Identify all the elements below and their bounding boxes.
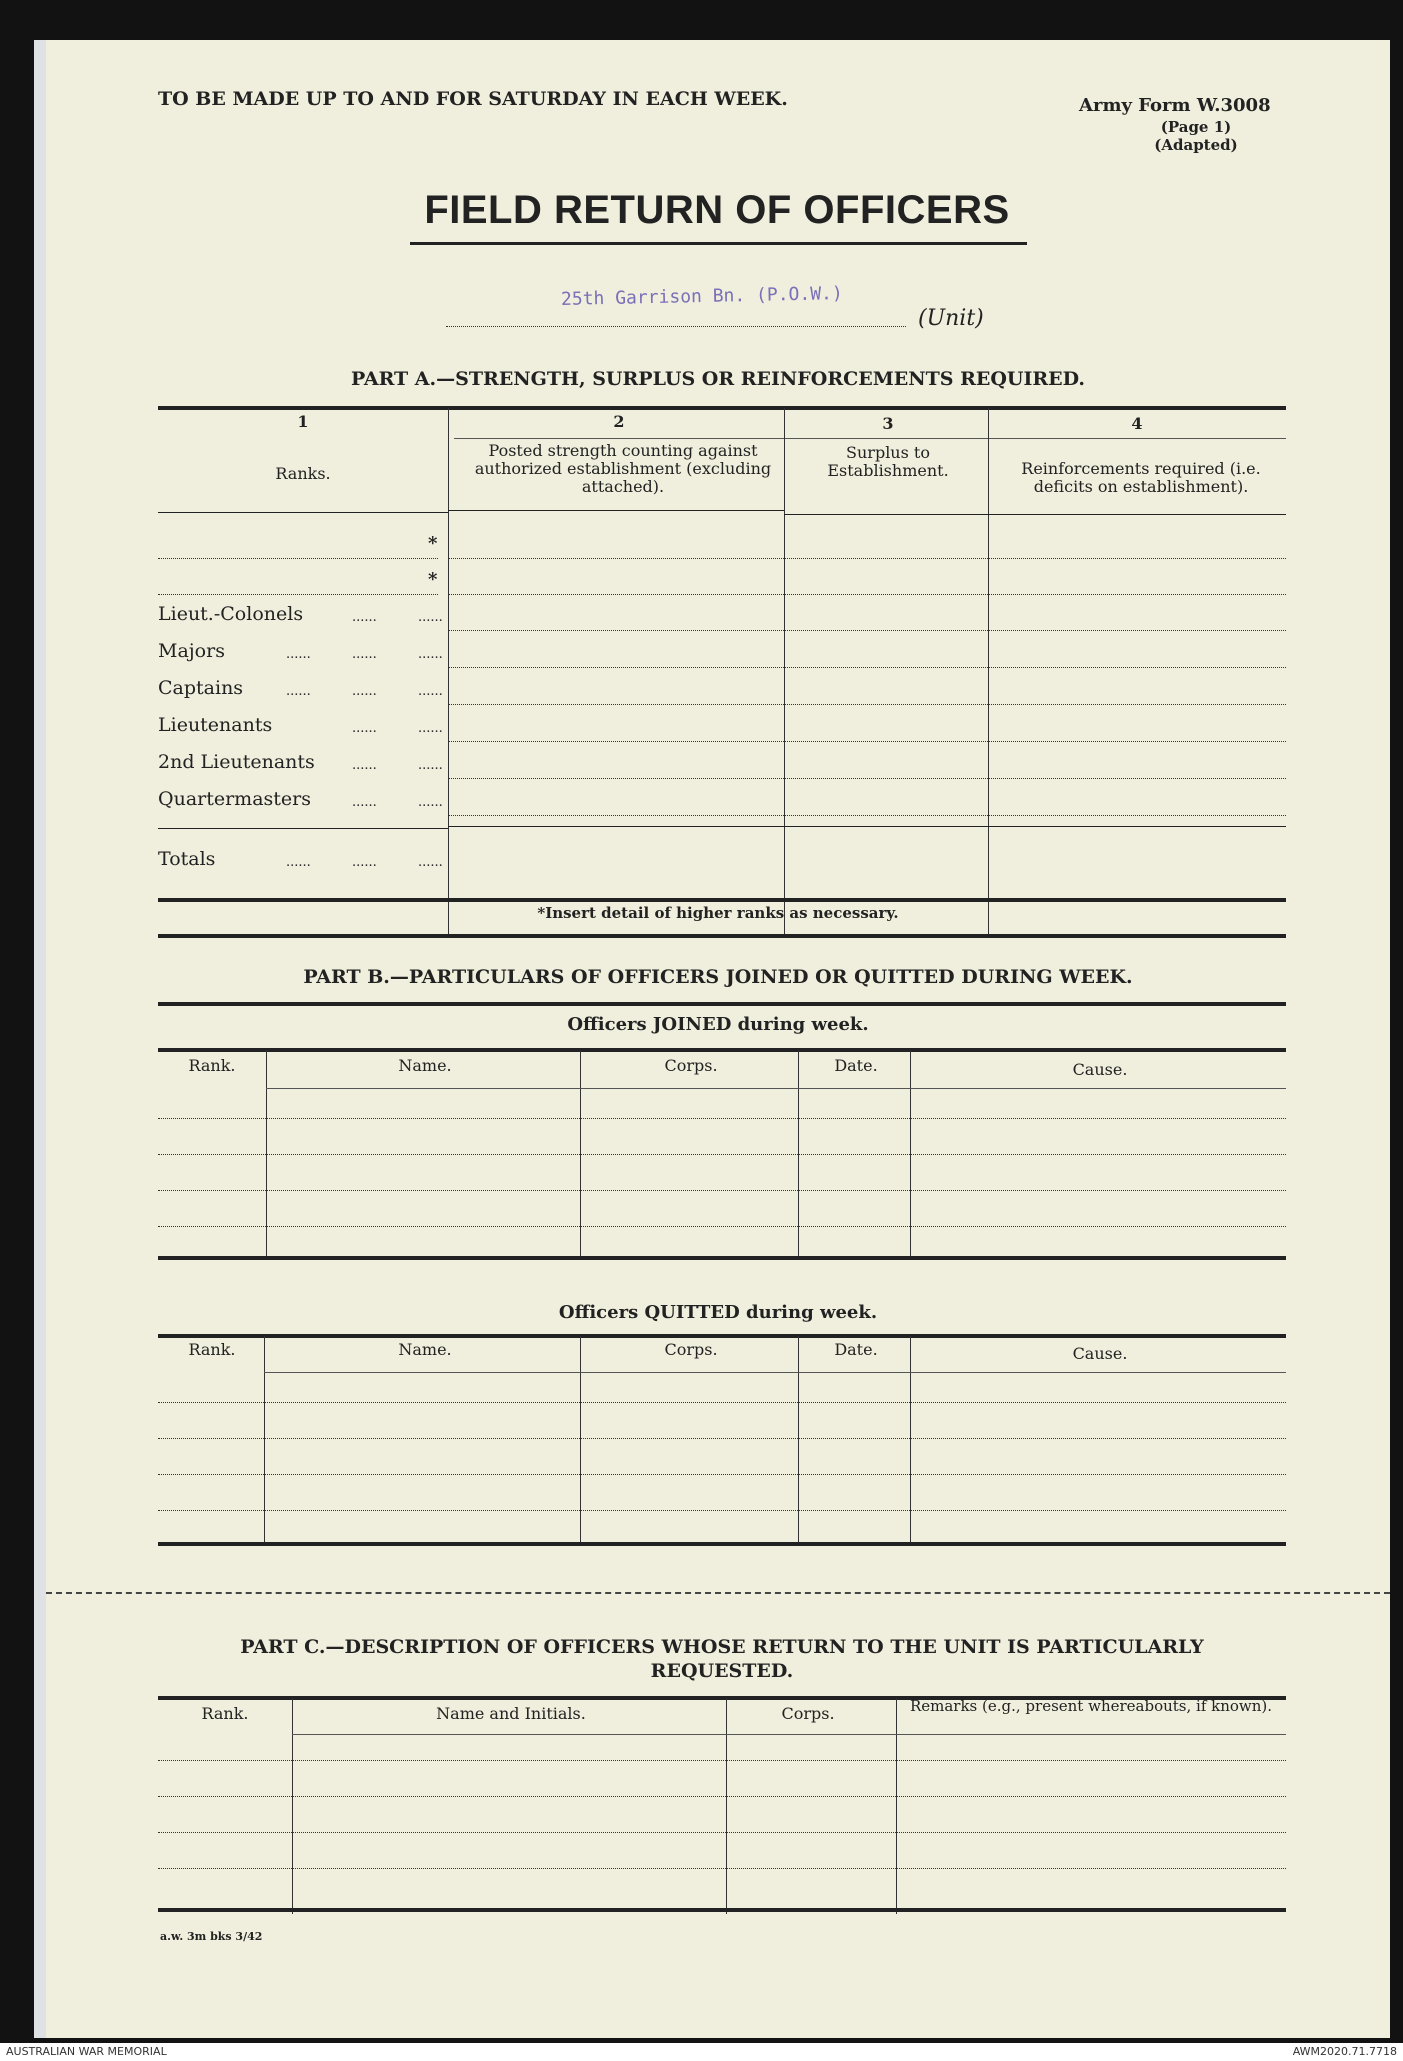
quitted-cause-header: Cause. [1072, 1344, 1128, 1363]
quitted-divider [910, 1336, 911, 1544]
footer-accession: AWM2020.71.7718 [1292, 2045, 1397, 2058]
rank-label: Lieutenants [158, 714, 273, 736]
row-line [448, 667, 1286, 668]
footer-institution: AUSTRALIAN WAR MEMORIAL [6, 2045, 167, 2058]
unit-label: (Unit) [918, 306, 984, 331]
footnote: *Insert detail of higher ranks as necessary. [537, 904, 899, 922]
perforation-line [46, 1592, 1390, 1594]
page-number: (Page 1) [1160, 118, 1232, 136]
quitted-header-rule [264, 1372, 1286, 1373]
quitted-row-line [158, 1510, 1286, 1511]
joined-row-line [158, 1154, 1286, 1155]
extra-rank-line-2 [158, 594, 438, 595]
asterisk-2: * [428, 569, 438, 590]
col-number-3: 3 [882, 414, 894, 433]
leader-dots: ...... [418, 721, 443, 736]
adapted-label: (Adapted) [1154, 136, 1238, 154]
quitted-divider [580, 1336, 581, 1544]
col-number-4: 4 [1131, 414, 1143, 433]
joined-name-header: Name. [398, 1056, 452, 1075]
leader-dots: ...... [418, 855, 443, 870]
leader-dots: ...... [352, 647, 377, 662]
part-a-heading: PART A.—STRENGTH, SURPLUS OR REINFORCEMENTS REQUIRED. [350, 368, 1086, 390]
part-a-divider-2 [784, 408, 785, 938]
quitted-row-line [158, 1402, 1286, 1403]
leader-dots: ...... [352, 795, 377, 810]
print-code: a.w. 3m bks 3/42 [160, 1930, 263, 1943]
part-a-divider-1 [448, 408, 449, 938]
rank-label: Majors [158, 640, 225, 662]
part-a-top-rule [158, 406, 1286, 410]
part-a-end-rule [158, 934, 1286, 938]
title-underline [410, 242, 1027, 245]
part-b-top-rule [158, 1002, 1286, 1006]
leader-dots: ...... [286, 684, 311, 699]
row-line [448, 741, 1286, 742]
part-c-rank-header: Rank. [201, 1704, 249, 1723]
joined-cause-header: Cause. [1072, 1060, 1128, 1079]
part-c-row-line [158, 1868, 1286, 1869]
leader-dots: ...... [418, 647, 443, 662]
asterisk-1: * [428, 533, 438, 554]
part-a-bottom-rule [158, 898, 1286, 902]
part-c-row-line [158, 1796, 1286, 1797]
part-c-divider [896, 1698, 897, 1914]
quitted-top-rule [158, 1334, 1286, 1338]
part-c-header-rule [292, 1734, 1286, 1735]
page-title: FIELD RETURN OF OFFICERS [424, 188, 1010, 232]
archive-footer [0, 2043, 1403, 2061]
joined-rank-header: Rank. [188, 1056, 236, 1075]
quitted-divider [798, 1336, 799, 1544]
joined-top-rule [158, 1048, 1286, 1052]
rank-label: 2nd Lieutenants [158, 751, 315, 773]
joined-bottom-rule [158, 1256, 1286, 1260]
quitted-rank-header: Rank. [188, 1340, 236, 1359]
leader-dots: ...... [418, 684, 443, 699]
col-number-2: 2 [613, 412, 625, 431]
rank-label: Quartermasters [158, 788, 311, 810]
joined-row-line [158, 1190, 1286, 1191]
part-c-row-line [158, 1832, 1286, 1833]
quitted-title: Officers QUITTED during week. [558, 1302, 878, 1323]
row-line [448, 704, 1286, 705]
row-line [448, 594, 1286, 595]
leader-dots: ...... [418, 795, 443, 810]
col2-header-rule [448, 510, 784, 511]
col3-header-rule [784, 514, 988, 515]
leader-dots: ...... [352, 758, 377, 773]
ranks-header-rule [158, 512, 448, 513]
unit-stamp: 25th Garrison Bn. (P.O.W.) [560, 283, 843, 310]
leader-dots: ...... [352, 684, 377, 699]
row-line [448, 778, 1286, 779]
leader-dots: ...... [286, 647, 311, 662]
col-number-1: 1 [297, 412, 309, 431]
surplus-header: Surplus to Establishment. [827, 443, 949, 480]
part-c-heading-line1: PART C.—DESCRIPTION OF OFFICERS WHOSE RETURN TO THE UNIT IS PARTICULARLY [240, 1636, 1204, 1658]
extra-rank-line-1 [158, 558, 438, 559]
rank-label: Captains [158, 677, 244, 699]
totals-rule [158, 828, 448, 829]
part-c-bottom-rule [158, 1908, 1286, 1912]
totals-rule-data [448, 826, 1286, 827]
rank-label: Lieut.-Colonels [158, 603, 304, 625]
unit-dotted-line [446, 326, 906, 327]
leader-dots: ...... [352, 721, 377, 736]
part-a-divider-3 [988, 408, 989, 938]
quitted-date-header: Date. [834, 1340, 878, 1359]
form-number: Army Form W.3008 [1079, 95, 1271, 116]
quitted-corps-header: Corps. [664, 1340, 718, 1359]
part-c-row-line [158, 1760, 1286, 1761]
leader-dots: ...... [352, 855, 377, 870]
joined-row-line [158, 1226, 1286, 1227]
row-line [448, 630, 1286, 631]
posted-strength-header: Posted strength counting against authorized establishment (excluding attached). [474, 441, 772, 496]
joined-header-rule [266, 1088, 1286, 1089]
part-b-heading: PART B.—PARTICULARS OF OFFICERS JOINED OR QUITTED DURING WEEK. [303, 966, 1133, 988]
part-c-name-header: Name and Initials. [436, 1704, 586, 1723]
totals-label: Totals [158, 848, 216, 870]
joined-title: Officers JOINED during week. [567, 1014, 869, 1035]
joined-date-header: Date. [834, 1056, 878, 1075]
leader-dots: ...... [352, 610, 377, 625]
col-number-rule [454, 438, 1286, 439]
part-c-divider [726, 1698, 727, 1914]
part-c-heading-line2: REQUESTED. [650, 1660, 794, 1682]
form-sheet [46, 40, 1390, 2038]
quitted-bottom-rule [158, 1542, 1286, 1546]
quitted-row-line [158, 1474, 1286, 1475]
row-line [448, 815, 1286, 816]
quitted-row-line [158, 1438, 1286, 1439]
joined-corps-header: Corps. [664, 1056, 718, 1075]
part-c-remarks-header: Remarks (e.g., present whereabouts, if known). [909, 1697, 1273, 1715]
reinforcements-header: Reinforcements required (i.e. deficits on establishment). [1021, 459, 1261, 496]
instruction-text: TO BE MADE UP TO AND FOR SATURDAY IN EACH WEEK. [158, 88, 788, 110]
col4-header-rule [988, 514, 1286, 515]
part-c-corps-header: Corps. [781, 1704, 835, 1723]
quitted-divider [264, 1336, 265, 1544]
joined-row-line [158, 1118, 1286, 1119]
row-line [448, 558, 1286, 559]
quitted-name-header: Name. [398, 1340, 452, 1359]
leader-dots: ...... [418, 758, 443, 773]
part-c-divider [292, 1698, 293, 1914]
leader-dots: ...... [286, 855, 311, 870]
ranks-header: Ranks. [275, 464, 331, 483]
leader-dots: ...... [418, 610, 443, 625]
